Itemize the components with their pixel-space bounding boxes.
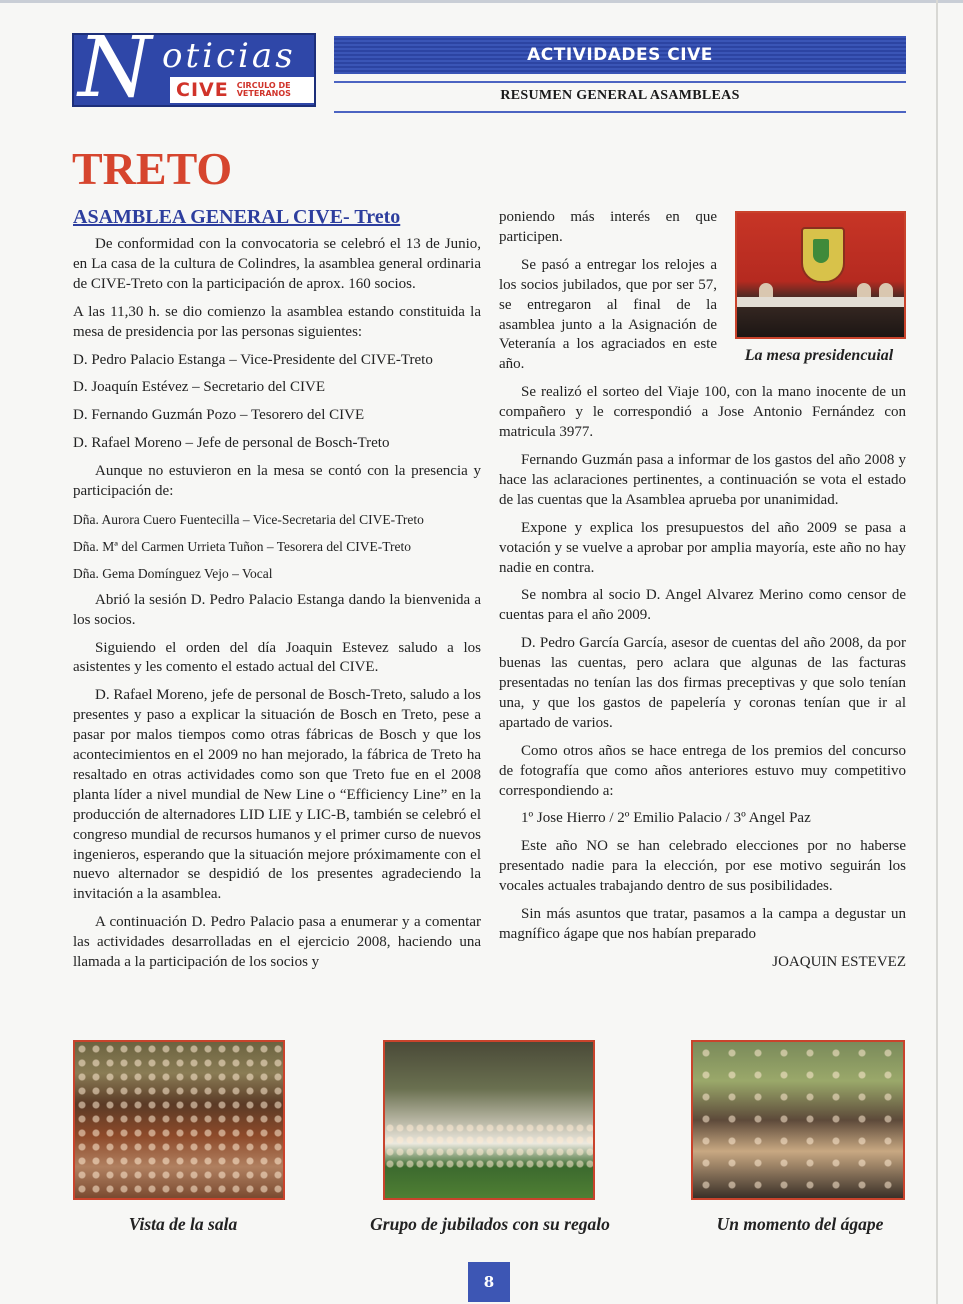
attendee: Dña. Gema Domínguez Vejo – Vocal: [73, 565, 273, 581]
logo-cive: CIVE: [176, 79, 229, 101]
header-rule-top: [334, 81, 906, 83]
photo-mesa-presidencial: [735, 211, 906, 339]
paragraph: D. Pedro García García, asesor de cuentas del año 2008, da por buenas las cuentas, pero aclara que algunas de las facturas presentadas no tenían las dos firmas preceptivas y que solo tenían una, y que los gastos de papelería y coronas tenían que ir al apartado de varios.: [499, 635, 906, 731]
crowd-texture: [693, 1042, 903, 1198]
group-texture: [385, 1122, 593, 1168]
author-signature: JOAQUIN ESTEVEZ: [772, 953, 906, 970]
logo-initial: N: [78, 33, 152, 107]
logo-subtitle: [237, 82, 291, 99]
paragraph: Aunque no estuvieron en la mesa se contó con la presencia y participación de:: [73, 463, 481, 500]
photo-agape: [691, 1040, 905, 1200]
page-edge: [936, 0, 938, 1304]
logo-wordmark: oticias: [162, 36, 296, 76]
caption-sala: Vista de la sala: [128, 1214, 238, 1234]
paragraph: poniendo más interés en que participen.: [499, 209, 717, 245]
paragraph: Se pasó a entregar los relojes a los socios jubilados, que por ser 57, se entregaron al final de la asamblea junto a la Asignación de Veteranía a los agraciados en este año.: [499, 256, 717, 373]
paragraph: Este año NO se han celebrado elecciones por no haberse presentado nadie para la elección, por ese motivo seguirán los vocales actuales trabajando dentro de sus posibilidades.: [499, 838, 906, 895]
header-rule-bottom: [334, 111, 906, 113]
photo-grupo-jubilados: [383, 1040, 595, 1200]
paragraph: Fernando Guzmán pasa a informar de los gastos del año 2008 y hace las aclaraciones pertinentes, a continuación se vota el estado de las cuentas que la Asamblea aprueba por unanimidad.: [499, 451, 906, 508]
logo-cive-box: [170, 77, 314, 103]
caption-agape: Un momento del ágape: [716, 1214, 884, 1234]
top-rule: [0, 0, 963, 3]
logo-sub-line2: VETERANOS: [236, 89, 291, 98]
presidential-table: [737, 297, 906, 307]
prize-winners: 1º Jose Hierro / 2º Emilio Palacio / 3º Angel Paz: [521, 810, 811, 827]
board-member: D. Rafael Moreno – Jefe de personal de Bosch-Treto: [73, 435, 390, 452]
page-title: TRETO: [72, 143, 233, 194]
noticias-cive-logo: [72, 33, 316, 107]
section-header-bar: [334, 36, 906, 74]
article-subheading: ASAMBLEA GENERAL CIVE- Treto: [73, 206, 401, 228]
section-subtitle: RESUMEN GENERAL ASAMBLEAS: [500, 88, 740, 103]
attendee: Dña. Aurora Cuero Fuentecilla – Vice-Secretaria del CIVE-Treto: [73, 511, 424, 527]
section-title: ACTIVIDADES CIVE: [527, 45, 713, 65]
attendee: Dña. Mª del Carmen Urrieta Tuñon – Tesorera del CIVE-Treto: [73, 538, 411, 554]
paragraph: A continuación D. Pedro Palacio pasa a enumerar y a comentar las actividades desarrolladas en el ejercicio 2008, haciendo una llamada a la participación de los socios y: [73, 914, 481, 971]
paragraph: Como otros años se hace entrega de los premios del concurso de fotografía que como años anteriores estuvo muy competitivo correspondiendo a:: [499, 742, 906, 799]
paragraph: De conformidad con la convocatoria se celebró el 13 de Junio, en La casa de la cultura de Colindres, la asamblea general ordinaria de CIVE-Treto con la participación de aprox. 160 socios.: [73, 236, 481, 292]
coat-of-arms-inner: [813, 239, 829, 263]
paragraph: D. Rafael Moreno, jefe de personal de Bosch-Treto, saludo a los presentes y paso a explicar la situación de Bosch en Treto, pese a pasar por malos tiempos como otras fábricas de Bosch y que los acontecimientos en el 2009 no han mejorado, la fábrica de Treto ha resaltado en otras actividades como son que Treto fue en el 2008 planta líder a nivel mundial de New Line o “Efficiency Line” en la producción de alternadores LID LIE y LIC-B, también se celebró el congreso mundial de recursos humanos y el primer curso de nuevos ingenieros, esperando que la situación mejore próximamente con el nuevo alternador se despidió de los presentes agradeciendo la invitación a la asamblea.: [73, 687, 481, 903]
board-member: D. Joaquín Estévez – Secretario del CIVE: [73, 379, 326, 396]
paragraph: Se realizó el sorteo del Viaje 100, con la mano inocente de un compañero y le correspondió a Jose Antonio Fernández con matricula 3977.: [499, 384, 906, 441]
board-member: D. Pedro Palacio Estanga – Vice-Presidente del CIVE-Treto: [73, 351, 433, 368]
logo-sub-line1: CIRCULO DE: [236, 80, 291, 90]
caption-mesa: La mesa presidencuial: [744, 347, 894, 364]
paragraph: Sin más asuntos que tratar, pasamos a la campa a degustar un magnífico ágape que nos habían preparado: [499, 906, 906, 942]
page-number: 8: [468, 1262, 510, 1302]
paragraph: A las 11,30 h. se dio comienzo la asamblea estando constituida la mesa de presidencia por las personas siguientes:: [73, 303, 481, 340]
paragraph: Expone y explica los presupuestos del año 2009 se pasa a votación y se vuelve a aprobar por amplia mayoría, este año no hay nadie en contra.: [499, 519, 906, 576]
paragraph: Se nombra al socio D. Angel Alvarez Merino como censor de cuentas para el año 2009.: [499, 587, 906, 624]
caption-grupo: Grupo de jubilados con su regalo: [370, 1214, 610, 1234]
paragraph: Siguiendo el orden del día Joaquin Estevez saludo a los asistentes y les comento el estado actual del CIVE.: [73, 639, 481, 676]
paragraph: Abrió la sesión D. Pedro Palacio Estanga dando la bienvenida a los socios.: [73, 591, 481, 628]
photo-vista-sala: [73, 1040, 285, 1200]
article-column-left: [73, 205, 481, 981]
audience-texture: [75, 1042, 283, 1198]
board-member: D. Fernando Guzmán Pozo – Tesorero del CIVE: [73, 407, 365, 424]
